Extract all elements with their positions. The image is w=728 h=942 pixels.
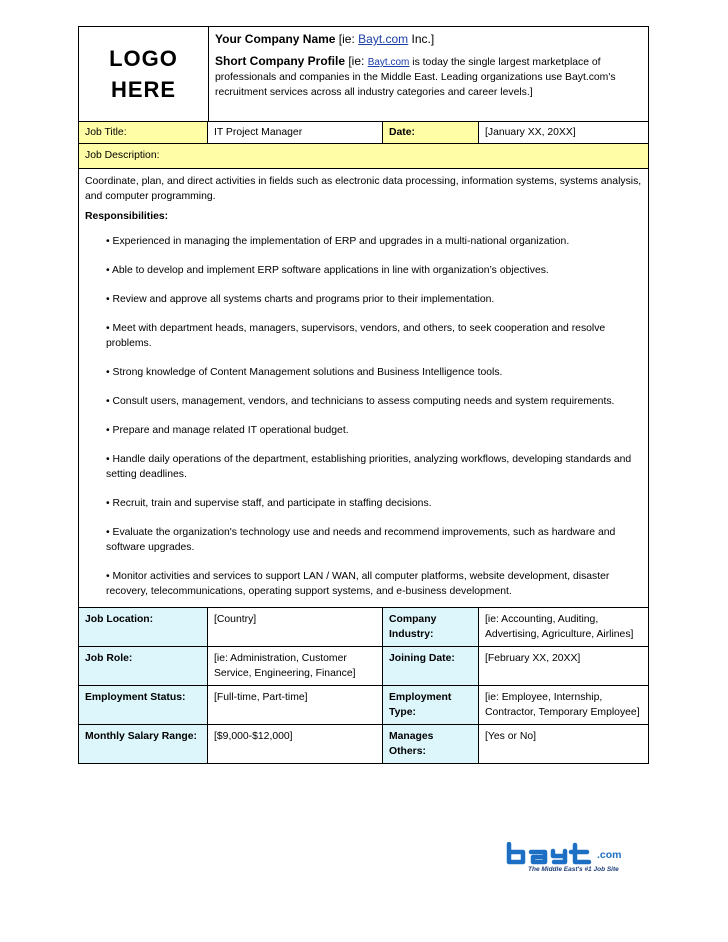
company-name: Your Company Name [ie: Bayt.com Inc.] <box>215 32 435 46</box>
job-role-label: Job Role: <box>79 647 208 685</box>
salary-range-value[interactable]: [$9,000-$12,000] <box>208 725 383 763</box>
list-item: • Strong knowledge of Content Management solutions and Business Intelligence tools. <box>106 367 503 378</box>
job-location-label: Job Location: <box>79 608 208 646</box>
job-description-form <box>78 26 649 764</box>
job-role-value[interactable]: [ie: Administration, Customer Service, Engineering, Finance] <box>208 647 383 685</box>
employment-status-value[interactable]: [Full-time, Part-time] <box>208 686 383 724</box>
list-item: • Experienced in managing the implementation of ERP and upgrades in a multi-national organization. <box>106 236 570 247</box>
job-title-value[interactable]: IT Project Manager <box>208 122 383 143</box>
company-industry-label: Company Industry: <box>383 608 479 646</box>
joining-date-value[interactable]: [February XX, 20XX] <box>485 653 581 664</box>
list-item: • Review and approve all systems charts and programs prior to their implementation. <box>106 294 495 305</box>
detail-row-employment <box>79 686 648 725</box>
logo-placeholder <box>79 27 209 121</box>
salary-range-label: Monthly Salary Range: <box>79 725 208 763</box>
logo-line-2: HERE <box>110 77 177 102</box>
employment-type-label: Employment Type: <box>383 686 479 724</box>
joining-date-label: Joining Date: <box>383 647 479 685</box>
manages-others-value[interactable]: [Yes or No] <box>485 731 537 742</box>
job-description-body <box>79 169 648 608</box>
list-item: • Meet with department heads, managers, supervisors, vendors, and others, to seek cooperation and resolve problems. <box>106 323 606 349</box>
profile-link[interactable]: Bayt.com <box>367 57 410 68</box>
detail-row-location <box>79 608 648 647</box>
list-item: • Evaluate the organization's technology use and needs and recommend improvements, such as hardware and software upgrades. <box>106 527 616 553</box>
list-item: • Handle daily operations of the department, establishing priorities, analyzing workflows, developing standards and setting deadlines. <box>106 454 632 480</box>
responsibilities-list <box>106 234 642 599</box>
date-label: Date: <box>383 122 479 143</box>
company-info <box>209 27 648 121</box>
list-item: • Consult users, management, vendors, and technicians to assess computing needs and system requirements. <box>106 396 615 407</box>
detail-row-role <box>79 647 648 686</box>
job-title-row <box>79 122 648 144</box>
bayt-tagline: The Middle East's #1 Job Site <box>528 866 619 873</box>
list-item: • Monitor activities and services to support LAN / WAN, all computer platforms, website development, disaster recovery, telecommunications, operating support systems, and e-business development. <box>106 571 610 597</box>
logo-line-1: LOGO <box>109 46 178 71</box>
company-profile-label: Short Company Profile <box>215 54 346 68</box>
responsibilities-heading: Responsibilities: <box>85 211 169 222</box>
list-item: • Prepare and manage related IT operational budget. <box>106 425 349 436</box>
job-title-label: Job Title: <box>79 122 208 143</box>
bayt-logo <box>505 842 645 878</box>
manages-others-label: Manages Others: <box>383 725 479 763</box>
company-industry-value[interactable]: [ie: Accounting, Auditing, Advertising, Agriculture, Airlines] <box>485 614 634 640</box>
job-description-text[interactable]: Coordinate, plan, and direct activities in fields such as electronic data processing, information systems, systems analysis, and computer programming. <box>85 176 642 202</box>
list-item: • Able to develop and implement ERP software applications in line with organization’s objectives. <box>106 265 549 276</box>
detail-row-salary <box>79 725 648 763</box>
employment-type-value[interactable]: [ie: Employee, Internship, Contractor, Temporary Employee] <box>485 692 640 718</box>
company-profile: Short Company Profile [ie: Bayt.com is today the single largest marketplace of professionals and companies in the Middle East. Leading organizations use Bayt.com's recruitment services across all industry categories and career levels.] <box>215 54 616 98</box>
list-item: • Recruit, train and supervise staff, and participate in staffing decisions. <box>106 498 432 509</box>
job-location-value[interactable]: [Country] <box>208 608 383 646</box>
header-row <box>79 27 648 122</box>
date-value[interactable]: [January XX, 20XX] <box>485 127 576 138</box>
job-description-label: Job Description: <box>85 150 160 161</box>
company-link[interactable]: Bayt.com <box>358 32 409 46</box>
company-name-label: Your Company Name <box>215 32 336 46</box>
bayt-domain: .com <box>597 849 622 861</box>
bayt-wordmark-icon <box>505 842 597 866</box>
job-description-label-row <box>79 144 648 169</box>
employment-status-label: Employment Status: <box>79 686 208 724</box>
